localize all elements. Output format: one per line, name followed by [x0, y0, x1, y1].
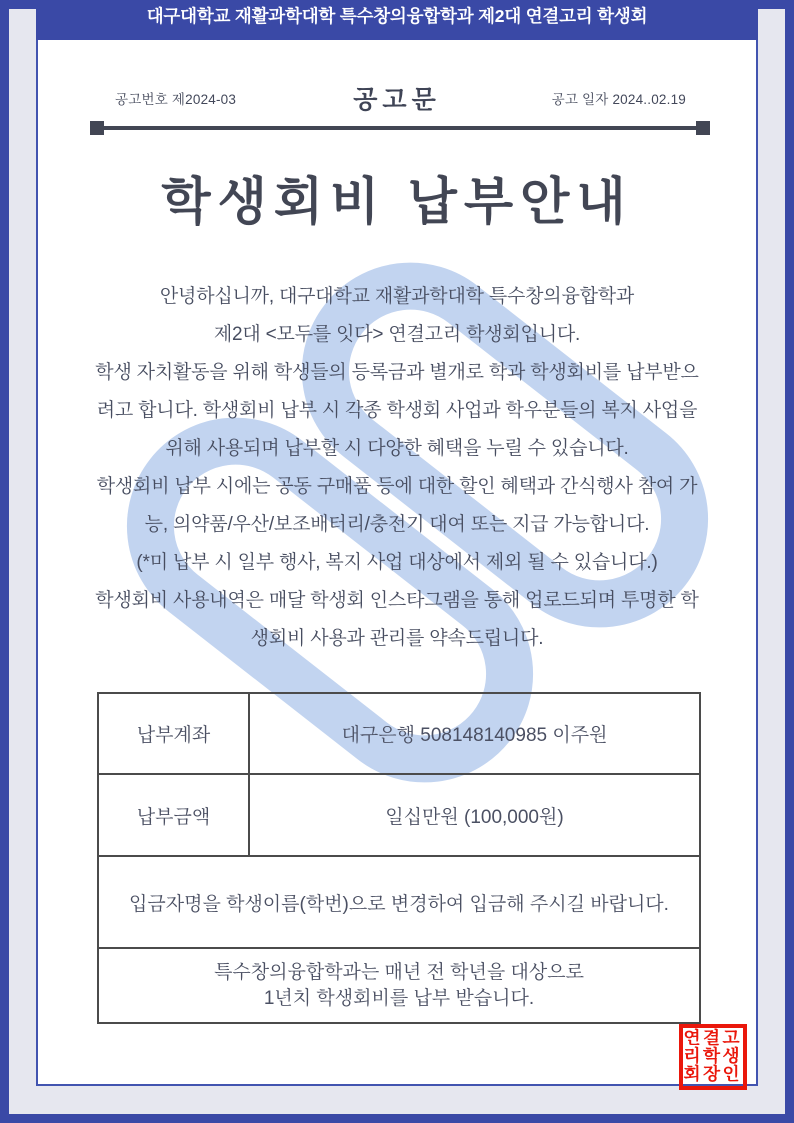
table-row [99, 694, 699, 773]
body-line: 제2대 <모두를 잇다> 연결고리 학생회입니다. [213, 324, 581, 345]
notice-number: 공고번호 제2024-03 [115, 92, 237, 107]
annual-fee-note-line: 특수창의융합학과는 매년 전 학년을 대상으로 [214, 961, 584, 983]
notice-date: 공고 일자 2024..02.19 [551, 92, 686, 107]
body-line: 생회비 사용과 관리를 약속드립니다. [250, 628, 544, 649]
body-line: 위해 사용되며 납부할 시 다양한 혜택을 누릴 수 있습니다. [165, 438, 629, 459]
notice-body [60, 278, 734, 658]
stamp-text-row: 연결고 [683, 1028, 743, 1048]
body-line: (*미 납부 시 일부 행사, 복지 사업 대상에서 제외 될 수 있습니다.) [136, 552, 658, 573]
footer-org-name: 대구대학교 재활과학대학 특수창의융합학과 제2대 연결고리 학생회 [146, 5, 648, 26]
payment-account-label: 납부계좌 [99, 694, 250, 773]
annual-fee-note-line: 1년치 학생회비를 납부 받습니다. [263, 987, 535, 1009]
body-line: 안녕하십니까, 대구대학교 재활과학대학 특수창의융합학과 [159, 286, 635, 307]
payment-amount-label: 납부금액 [99, 775, 250, 855]
stamp-text-row: 리학생 [683, 1046, 743, 1066]
official-seal-stamp [679, 1024, 747, 1090]
annual-fee-note-row [99, 947, 699, 1022]
page-title: 학생회비 납부안내 [161, 173, 633, 230]
divider-line [96, 126, 704, 130]
body-line: 능, 의약품/우산/보조배터리/충전기 대여 또는 지급 가능합니다. [144, 514, 650, 535]
depositor-note-row: 입금자명을 학생이름(학번)으로 변경하여 입금해 주시길 바랍니다. [99, 855, 699, 947]
header-divider [90, 121, 710, 135]
notice-header [38, 38, 756, 118]
divider-square-right [696, 121, 710, 135]
stamp-text-row: 회장인 [683, 1064, 743, 1084]
footer-bar [36, 0, 758, 40]
body-line: 학생회비 사용내역은 매달 학생회 인스타그램을 통해 업로드되며 투명한 학 [95, 590, 699, 611]
payment-account-value: 대구은행 508148140985 이주원 [341, 725, 608, 746]
payment-amount-value: 일십만원 (100,000원) [385, 806, 564, 828]
body-line: 학생 자치활동을 위해 학생들의 등록금과 별개로 학과 학생회비를 납부받으 [95, 362, 699, 383]
body-line: 려고 합니다. 학생회비 납부 시 각종 학생회 사업과 학우분들의 복지 사업을 [96, 400, 698, 421]
doc-type-label: 공고문 [353, 86, 441, 114]
notice-card [36, 5, 758, 1086]
payment-info-table [97, 692, 701, 1024]
body-line: 학생회비 납부 시에는 공동 구매품 등에 대한 할인 혜택과 간식행사 참여 가 [96, 476, 698, 497]
table-row [99, 773, 699, 855]
